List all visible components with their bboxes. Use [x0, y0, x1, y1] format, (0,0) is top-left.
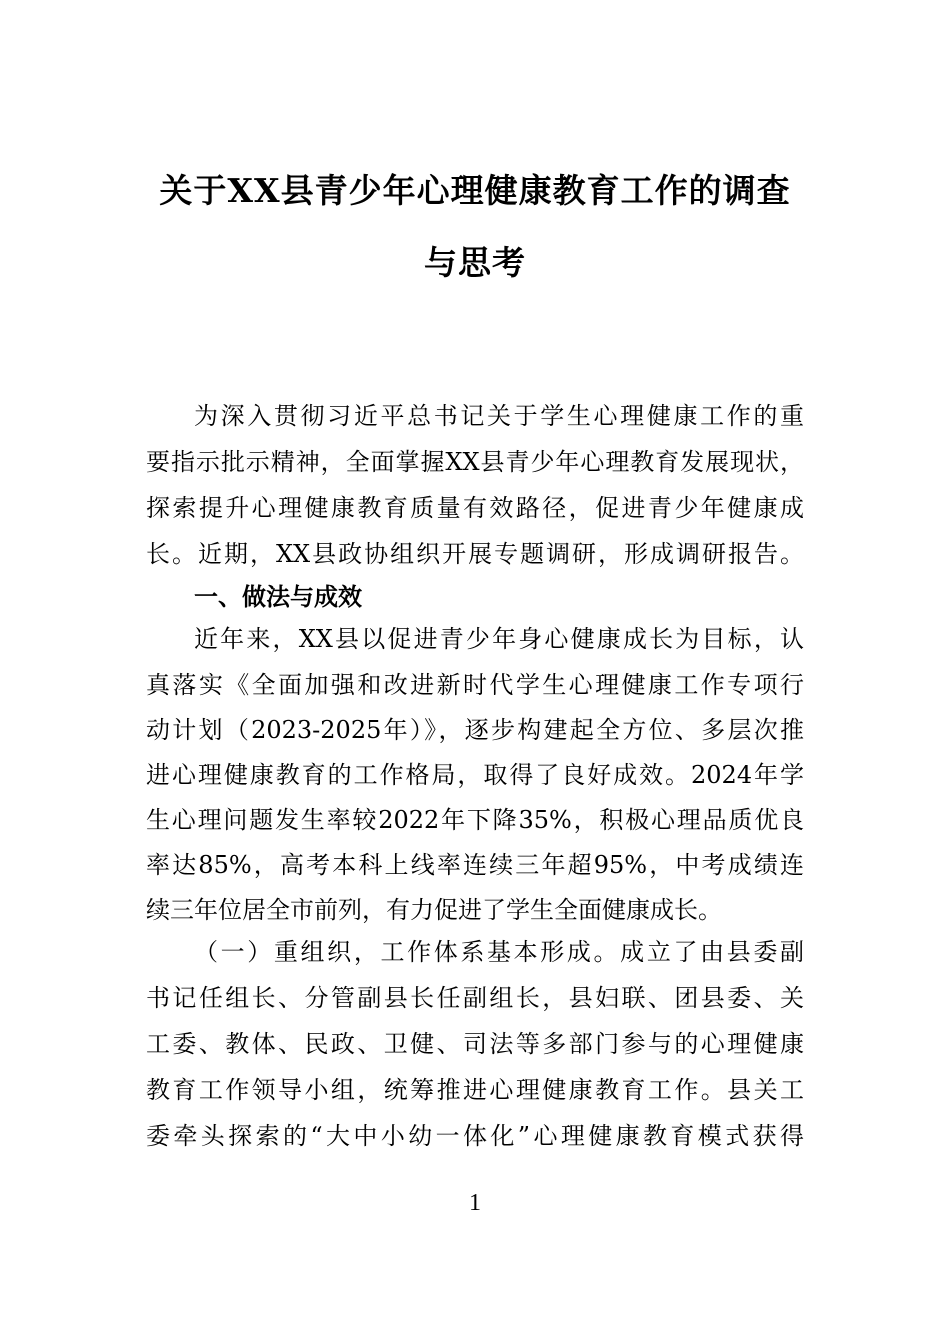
section-heading: 一、做法与成效	[194, 583, 362, 611]
paragraph-2-line-1: 近年来，XX县以促进青少年身心健康成长为目标，认	[194, 625, 804, 653]
paragraph-3-line-5: 委牵头探索的“大中小幼一体化”心理健康教育模式获得	[146, 1122, 804, 1150]
paragraph-1-line-2: 要指示批示精神，全面掌握XX县青少年心理教育发展现状，	[146, 448, 804, 476]
paragraph-2-line-7: 续三年位居全市前列，有力促进了学生全面健康成长。	[146, 896, 722, 924]
paragraph-1-line-3: 探索提升心理健康教育质量有效路径，促进青少年健康成	[146, 494, 804, 522]
paragraph-3-line-2: 书记任组长、分管副县长任副组长，县妇联、团县委、关	[146, 984, 804, 1012]
paragraph-3-line-3: 工委、教体、民政、卫健、司法等多部门参与的心理健康	[146, 1030, 804, 1058]
paragraph-3-line-4: 教育工作领导小组，统筹推进心理健康教育工作。县关工	[146, 1076, 804, 1104]
document-title-line-2: 与思考	[424, 243, 526, 282]
paragraph-3-line-1: （一）重组织，工作体系基本形成。成立了由县委副	[194, 938, 804, 966]
paragraph-2-line-4: 进心理健康教育的工作格局，取得了良好成效。2024年学	[146, 761, 804, 789]
paragraph-1-line-4: 长。近期，XX县政协组织开展专题调研，形成调研报告。	[146, 540, 804, 568]
page-number: 1	[469, 1190, 481, 1216]
document-title-line-1: 关于XX县青少年心理健康教育工作的调查	[159, 171, 791, 210]
paragraph-1-line-1: 为深入贯彻习近平总书记关于学生心理健康工作的重	[194, 402, 804, 430]
paragraph-2-line-2: 真落实《全面加强和改进新时代学生心理健康工作专项行	[146, 671, 804, 699]
paragraph-2-line-6: 率达85%，高考本科上线率连续三年超95%，中考成绩连	[146, 851, 804, 879]
paragraph-2-line-3: 动计划（2023-2025年）》，逐步构建起全方位、多层次推	[146, 716, 804, 744]
paragraph-2-line-5: 生心理问题发生率较2022年下降35%，积极心理品质优良	[146, 806, 804, 834]
